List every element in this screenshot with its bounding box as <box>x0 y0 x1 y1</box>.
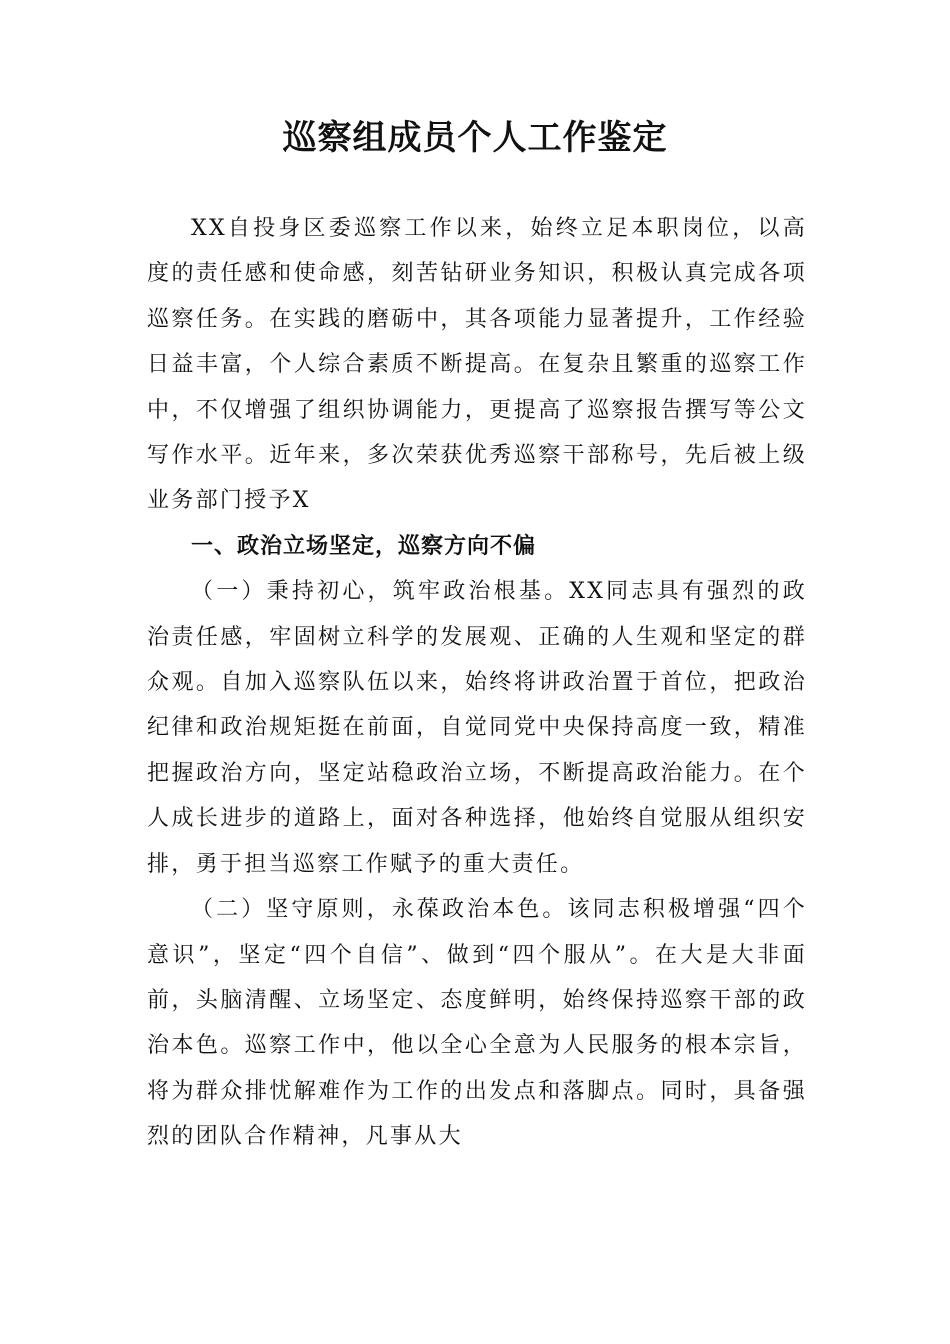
document-title: 巡察组成员个人工作鉴定 <box>282 118 668 158</box>
section-heading: 一、政治立场坚定，巡察方向不偏 <box>191 533 537 559</box>
section-paragraph-1: （一）秉持初心，筑牢政治根基。XX同志具有强烈的政治责任感，牢固树立科学的发展观、正确的人生观和坚定的群众观。自加入巡察队伍以来，始终将讲政治置于首位，把政治纪律和政治规矩挺在前面，自觉同党中央保持高度一致，精准把握政治方向，坚定站稳政治立场，不断提高政治能力。在个人成长进步的道路上，面对各种选择，他始终自觉服从组织安排，勇于担当巡察工作赋予的重大责任。 <box>147 579 807 877</box>
section-paragraph-2: （二）坚守原则，永葆政治本色。该同志积极增强“四个意识”，坚定“四个自信”、做到“四个服从”。在大是大非面前，头脑清醒、立场坚定、态度鲜明，始终保持巡察干部的政治本色。巡察工作中，他以全心全意为人民服务的根本宗旨，将为群众排忧解难作为工作的出发点和落脚点。同时，具备强烈的团队合作精神，凡事从大 <box>147 897 807 1150</box>
document-body <box>147 206 807 1160</box>
intro-paragraph: XX自投身区委巡察工作以来，始终立足本职岗位，以高度的责任感和使命感，刻苦钻研业务知识，积极认真完成各项巡察任务。在实践的磨砺中，其各项能力显著提升，工作经验日益丰富，个人综合素质不断提高。在复杂且繁重的巡察工作中，不仅增强了组织协调能力，更提高了巡察报告撰写等公文写作水平。近年来，多次荣获优秀巡察干部称号，先后被上级业务部门授予X <box>147 216 807 514</box>
